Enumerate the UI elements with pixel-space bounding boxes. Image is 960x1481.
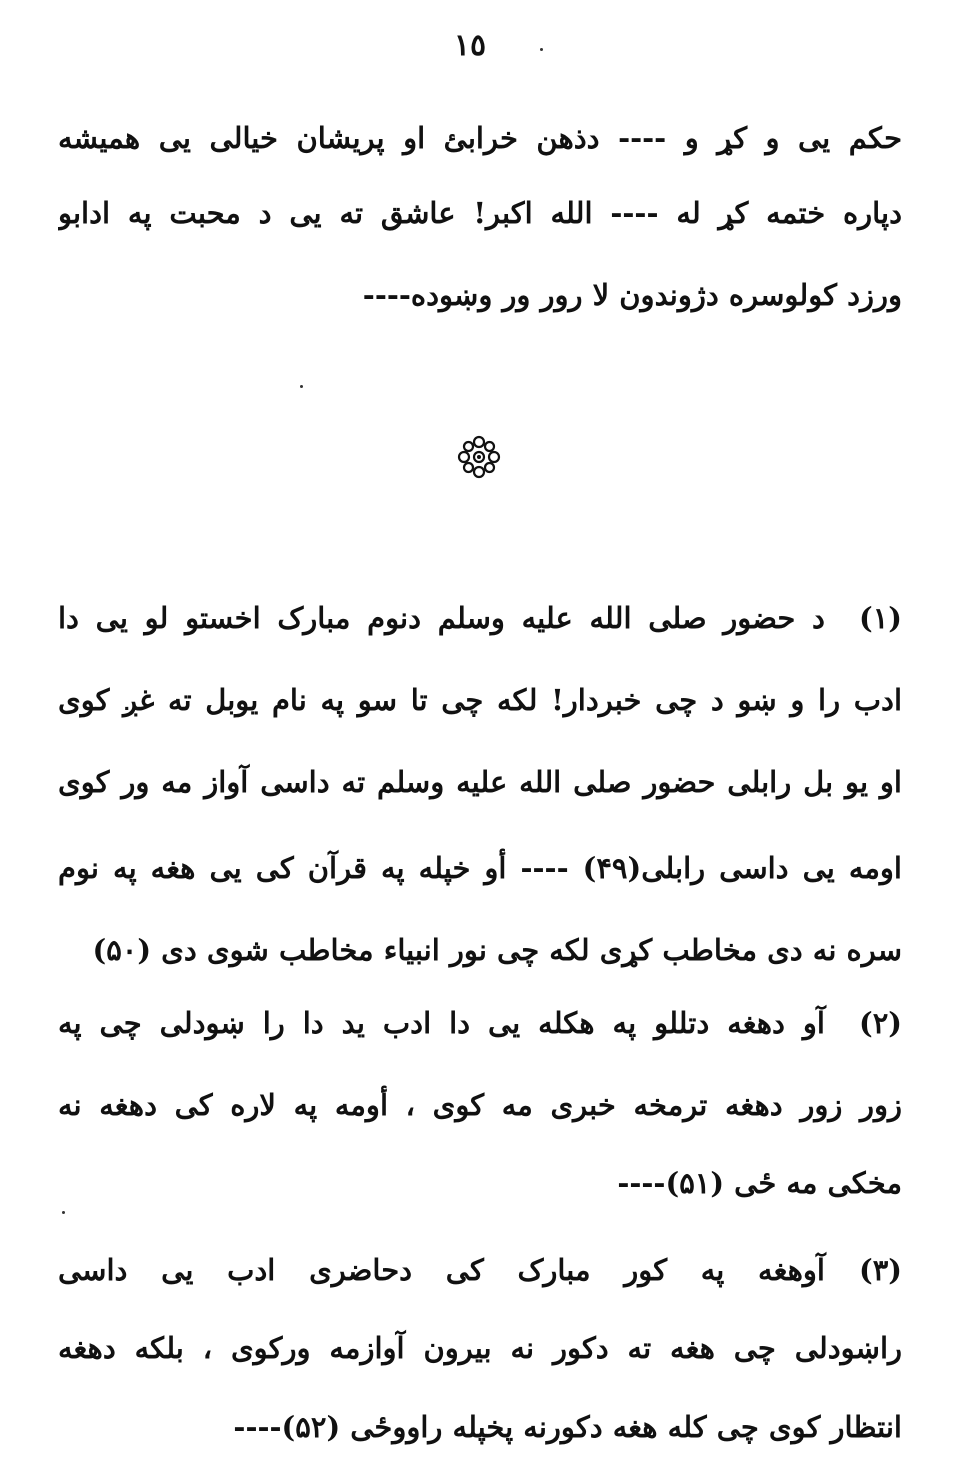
page-number: ١٥ xyxy=(453,28,487,63)
paragraph-number: (۳) xyxy=(858,1253,902,1287)
scan-speck xyxy=(300,385,303,388)
line-text: آو دهغه دتللو په هکله یی دا ادب ید دا را ښودلی چی په xyxy=(58,1006,825,1040)
text-line: انتظار کوی چی کله هغه دکورنه پخپله راووځی (۵۲)---- xyxy=(233,1410,902,1444)
line-text: آوهغه په کور مبارک کی دحاضری ادب یی داسی xyxy=(58,1253,825,1287)
text-line: زور زور دهغه ترمخه خبری مه کوی ، أومه په لاره کی دهغه نه xyxy=(58,1088,902,1122)
scan-speck xyxy=(540,48,543,51)
scan-speck xyxy=(62,1211,65,1214)
text-line xyxy=(58,1250,902,1290)
text-line: ورزد کولوسره دژوندون لا رور ور وښوده---- xyxy=(362,278,902,312)
text-line: ادب را و ښو د چی خبردار! لکه چی تا سو په نام یوبل ته غږ کوی xyxy=(58,683,902,717)
text-line: سره نه دی مخاطب کړی لکه چی نور انبیاء مخاطب شوی دی (۵۰) xyxy=(92,933,902,967)
text-line: اومه یی داسی رابلی(۴۹) ---- أو خپله په قرآن کی یی هغه په نوم xyxy=(58,851,902,885)
text-line: راښودلی چی هغه ته دکور نه بیرون آوازمه ورکوی ، بلکه دهغه xyxy=(58,1331,902,1365)
text-line: او یو بل رابلی حضور صلی الله علیه وسلم ته داسی آواز مه ور کوی xyxy=(58,765,902,799)
paragraph-number: (۱) xyxy=(858,601,902,635)
line-text: د حضور صلی الله علیه وسلم دنوم مبارک اخستو لو یی دا xyxy=(58,601,825,635)
text-line: حکم یی و کړ و ---- دذهن خرابئ او پریشان خیالی یی همیشه xyxy=(58,121,902,155)
flower-ornament-icon xyxy=(454,432,504,482)
paragraph-number: (۲) xyxy=(858,1006,902,1040)
text-line: مخکی مه ځی (۵۱)---- xyxy=(617,1166,902,1200)
text-line xyxy=(58,1003,902,1043)
text-line xyxy=(58,598,902,638)
text-line: دپاره ختمه کړ له ---- الله اکبر! عاشق ته یی د محبت په ادابو xyxy=(58,196,902,230)
